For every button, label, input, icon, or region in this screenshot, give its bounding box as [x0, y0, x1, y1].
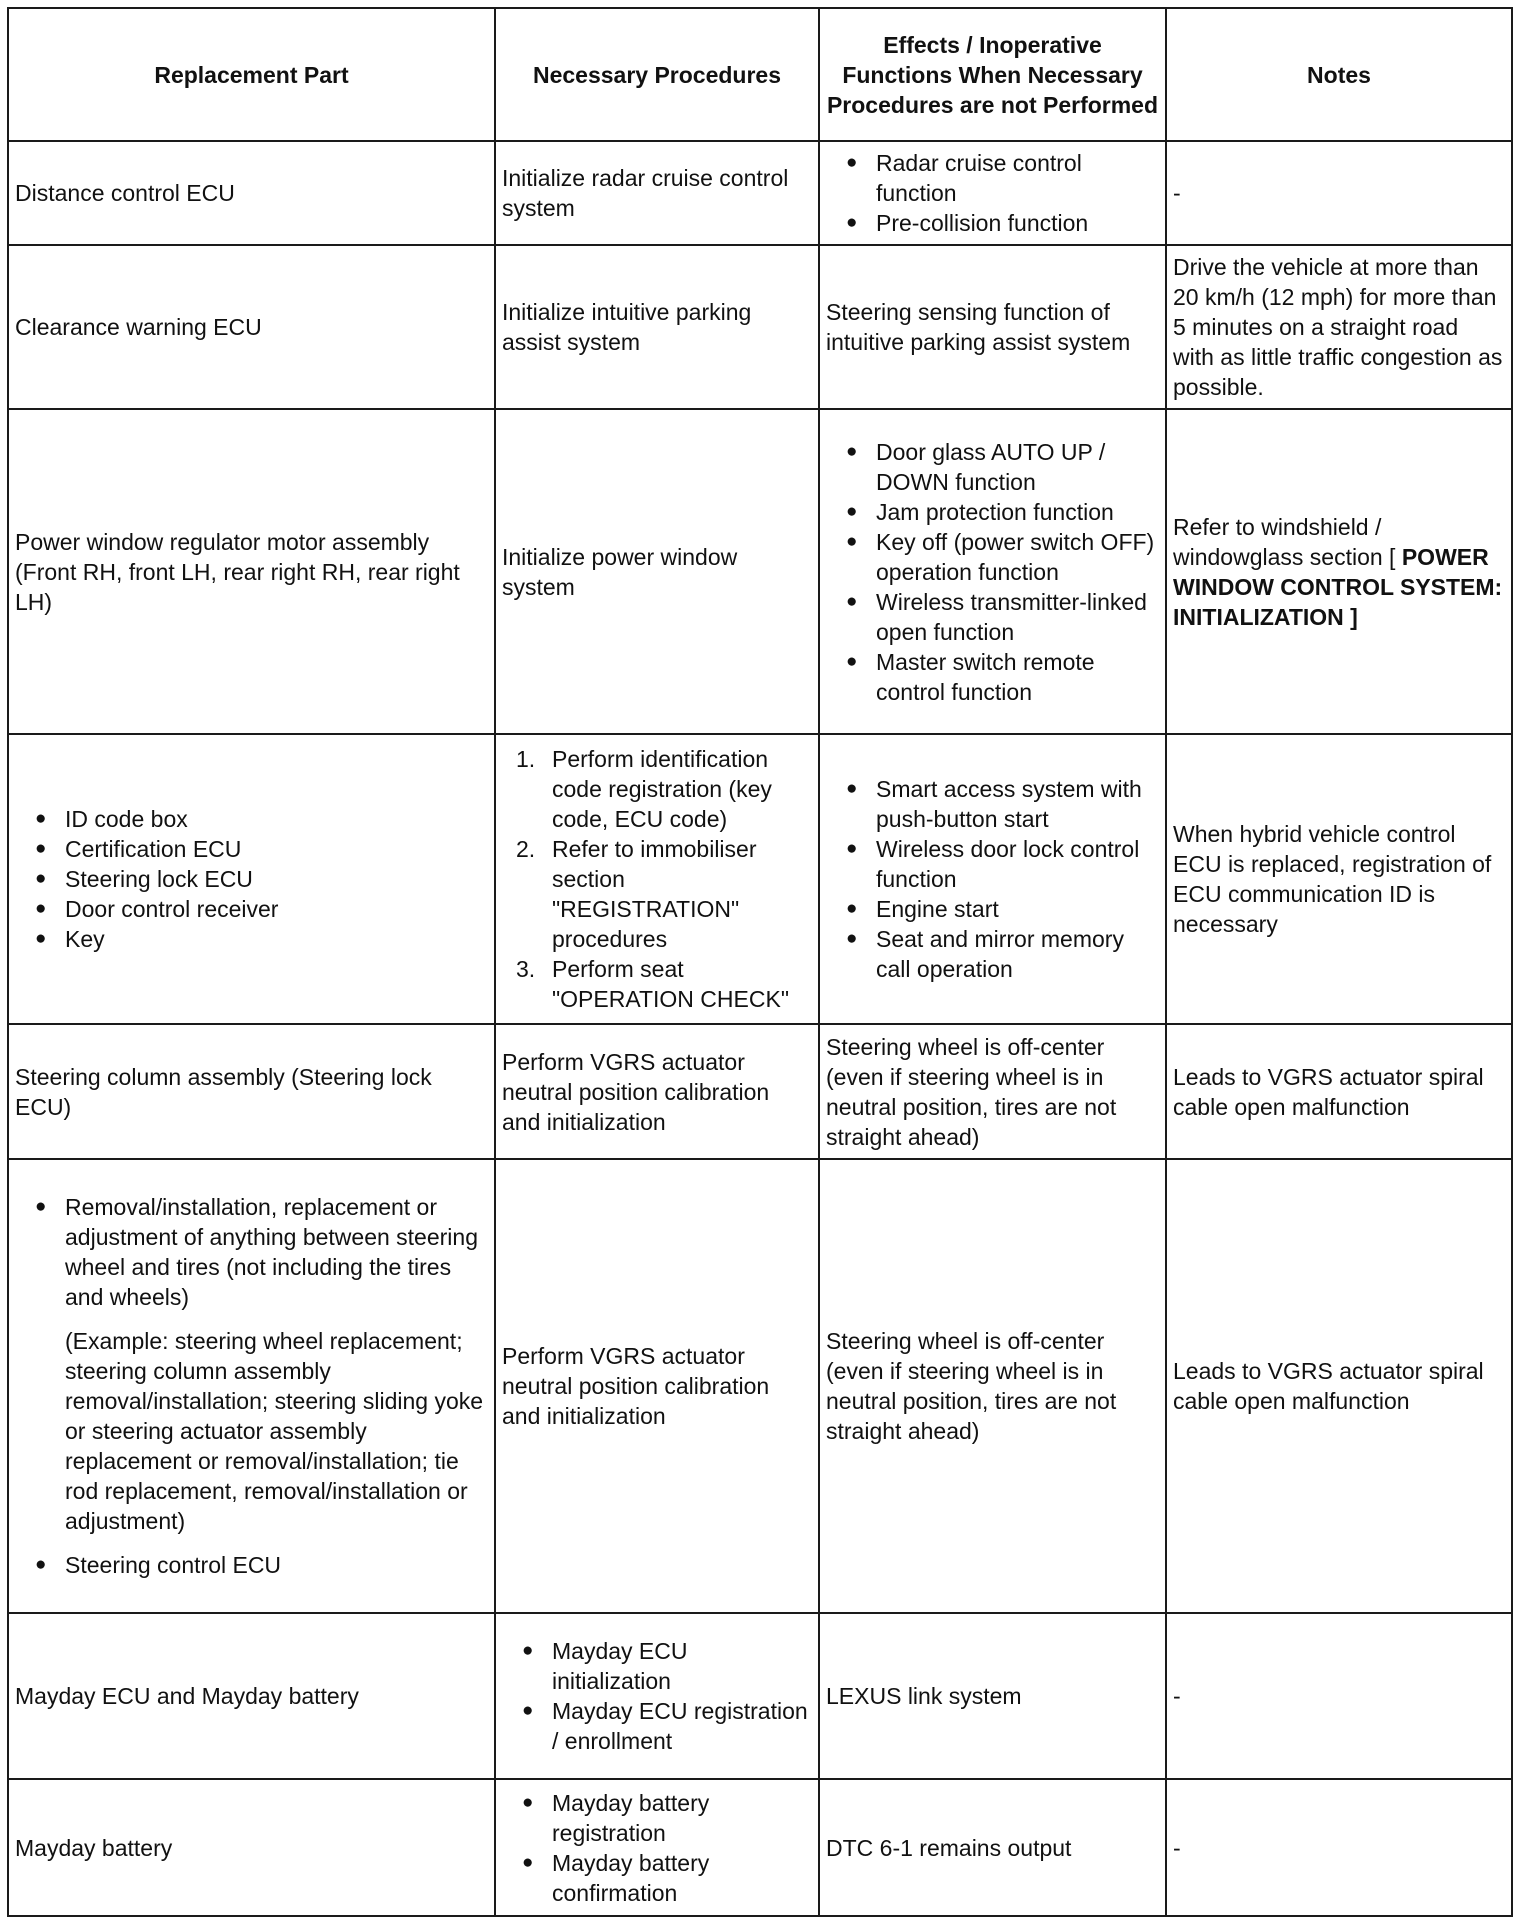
- cell-procedure: [495, 734, 819, 1024]
- cell-notes: When hybrid vehicle control ECU is replaced, registration of ECU communication ID is necessary: [1166, 734, 1512, 1024]
- cell-part: [8, 734, 495, 1024]
- table-row: [8, 734, 1512, 1024]
- cell-effects: Steering sensing function of intuitive parking assist system: [819, 245, 1166, 409]
- table-row: [8, 1613, 1512, 1779]
- list-item: ● Master switch remote control function: [826, 647, 1159, 707]
- table-row: [8, 409, 1512, 734]
- notes-text: Refer to windshield / windowglass section [: [1173, 513, 1396, 570]
- cell-part: Power window regulator motor assembly (Front RH, front LH, rear right RH, rear right LH): [8, 409, 495, 734]
- list-item: ● Smart access system with push-button start: [826, 774, 1159, 834]
- list-item: ● Steering control ECU: [15, 1550, 488, 1580]
- list-number: 1.: [516, 746, 536, 772]
- list-number: 2.: [516, 836, 536, 862]
- cell-notes: -: [1166, 1613, 1512, 1779]
- cell-procedure: Initialize radar cruise control system: [495, 141, 819, 245]
- notes-reference: POWER WINDOW CONTROL SYSTEM: INITIALIZATION ]: [1173, 543, 1503, 630]
- list-item: ● Door glass AUTO UP / DOWN function: [826, 437, 1159, 497]
- header-replacement-part: Replacement Part: [8, 8, 495, 141]
- list-item: ● Engine start: [826, 894, 1159, 924]
- list-item: ● Key off (power switch OFF) operation function: [826, 527, 1159, 587]
- cell-part: Distance control ECU: [8, 141, 495, 245]
- cell-part: Clearance warning ECU: [8, 245, 495, 409]
- table-row: [8, 245, 1512, 409]
- cell-procedure: Initialize power window system: [495, 409, 819, 734]
- cell-notes: -: [1166, 141, 1512, 245]
- list-item: ● Wireless transmitter-linked open function: [826, 587, 1159, 647]
- cell-part: Steering column assembly (Steering lock ECU): [8, 1024, 495, 1159]
- list-item: ● Mayday battery registration: [502, 1788, 812, 1848]
- cell-procedure: Perform VGRS actuator neutral position calibration and initialization: [495, 1159, 819, 1613]
- list-item: [15, 1192, 488, 1536]
- table-row: [8, 1159, 1512, 1613]
- list-item: ● Key: [15, 924, 488, 954]
- list-item: ● Mayday ECU registration / enrollment: [502, 1696, 812, 1756]
- list-text: Perform seat "OPERATION CHECK": [552, 956, 789, 1012]
- list-item: ● Jam protection function: [826, 497, 1159, 527]
- cell-procedure: Perform VGRS actuator neutral position calibration and initialization: [495, 1024, 819, 1159]
- cell-notes: Leads to VGRS actuator spiral cable open malfunction: [1166, 1024, 1512, 1159]
- list-item: [502, 834, 812, 954]
- list-text: Refer to immobiliser section "REGISTRATION" procedures: [552, 836, 757, 952]
- list-item: ● Wireless door lock control function: [826, 834, 1159, 894]
- example-text: (Example: steering wheel replacement; steering column assembly removal/installation; steering sliding yoke or steering actuator assembly replacement or removal/installation; tie rod replacement, removal/installation or adjustment): [65, 1328, 484, 1534]
- cell-part: [8, 1159, 495, 1613]
- list-item: ● Mayday battery confirmation: [502, 1848, 812, 1908]
- cell-procedure: [495, 1613, 819, 1779]
- cell-effects: Steering wheel is off-center (even if steering wheel is in neutral position, tires are not straight ahead): [819, 1159, 1166, 1613]
- list-item: ● Pre-collision function: [826, 208, 1159, 238]
- list-item: ● Steering lock ECU: [15, 864, 488, 894]
- cell-effects: [819, 409, 1166, 734]
- table-row: [8, 1779, 1512, 1916]
- list-item: ● Mayday ECU initialization: [502, 1636, 812, 1696]
- cell-effects: LEXUS link system: [819, 1613, 1166, 1779]
- list-text: Perform identification code registration (key code, ECU code): [552, 746, 772, 832]
- cell-effects: [819, 141, 1166, 245]
- list-item: ● Certification ECU: [15, 834, 488, 864]
- table-row: [8, 1024, 1512, 1159]
- list-text: Removal/installation, replacement or adjustment of anything between steering wheel and tires (not including the tires and wheels): [65, 1194, 478, 1310]
- header-row: [8, 8, 1512, 141]
- cell-notes: Drive the vehicle at more than 20 km/h (12 mph) for more than 5 minutes on a straight road with as little traffic congestion as possible.: [1166, 245, 1512, 409]
- cell-notes: [1166, 409, 1512, 734]
- list-item: [502, 744, 812, 834]
- list-item: [502, 954, 812, 1014]
- replacement-parts-table: [7, 7, 1513, 1917]
- cell-procedure: [495, 1779, 819, 1916]
- list-number: 3.: [516, 956, 536, 982]
- cell-part: Mayday ECU and Mayday battery: [8, 1613, 495, 1779]
- cell-procedure: Initialize intuitive parking assist system: [495, 245, 819, 409]
- list-item: ● Door control receiver: [15, 894, 488, 924]
- list-item: ● Radar cruise control function: [826, 148, 1159, 208]
- list-item: ● ID code box: [15, 804, 488, 834]
- cell-effects: [819, 734, 1166, 1024]
- cell-part: Mayday battery: [8, 1779, 495, 1916]
- cell-effects: Steering wheel is off-center (even if steering wheel is in neutral position, tires are not straight ahead): [819, 1024, 1166, 1159]
- cell-notes: Leads to VGRS actuator spiral cable open malfunction: [1166, 1159, 1512, 1613]
- header-notes: Notes: [1166, 8, 1512, 141]
- cell-effects: DTC 6-1 remains output: [819, 1779, 1166, 1916]
- cell-notes: -: [1166, 1779, 1512, 1916]
- table-row: [8, 141, 1512, 245]
- header-effects: Effects / Inoperative Functions When Necessary Procedures are not Performed: [819, 8, 1166, 141]
- header-necessary-procedures: Necessary Procedures: [495, 8, 819, 141]
- list-item: ● Seat and mirror memory call operation: [826, 924, 1159, 984]
